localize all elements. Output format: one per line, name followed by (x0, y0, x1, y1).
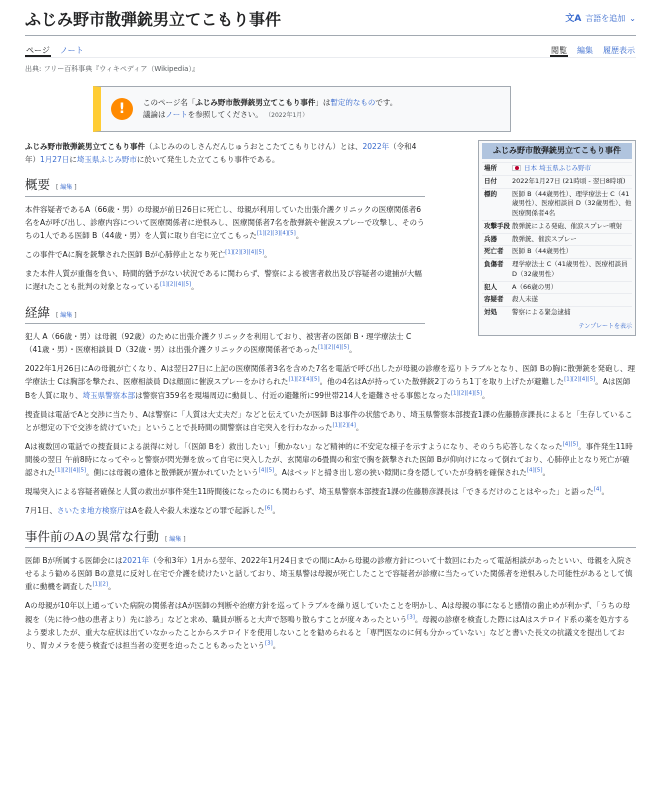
infobox-label: 犯人 (484, 282, 497, 291)
show-template-link[interactable]: テンプレートを表示 (578, 322, 632, 330)
reference-links[interactable]: [1][2][4][5] (450, 390, 482, 396)
infobox-location-text[interactable]: 日本 埼玉県ふじみ野市 (524, 164, 592, 172)
reference-links[interactable]: [1][2][4] (332, 422, 356, 429)
text: 。 (542, 468, 550, 478)
history-paragraph-6 (25, 504, 636, 517)
infobox-value-injured: 理学療法士 C（41歳男性）、医療相談員 D（32歳男性） (512, 260, 628, 278)
infobox-label: 負傷者 (484, 260, 504, 268)
text: 犯人 A（66歳・男）は母親（92歳）のために出張介護クリニックを利用しており、被害者の医師 B・理学療法士 C（41歳・男）・医療相談員 D（32歳・男）は出張介護クリニックの医療関係者であった (25, 332, 412, 355)
text: 。他の4名はAが持っていた散弾銃2丁のうち1丁を取り上げたが避難した (319, 377, 565, 387)
infobox-row (482, 245, 632, 258)
overview-paragraph-3 (25, 267, 425, 293)
notice-pre: このページ名「 (143, 98, 196, 107)
section-heading-overview (25, 176, 425, 197)
infobox-value-weapon: 散弾銃、催涙スプレー (512, 234, 577, 243)
intro-place-link[interactable]: 埼玉県ふじみ野市 (76, 155, 137, 165)
infobox-value-deaths: 医師 B（44歳男性） (512, 247, 573, 256)
infobox-row (482, 220, 632, 233)
intro-date-link[interactable]: 1月27日 (40, 155, 70, 165)
intro-bold: ふじみ野市散弾銃男立てこもり事件 (25, 142, 145, 151)
infobox-value-charge: 殺人未遂 (512, 295, 538, 304)
tab-history[interactable]: 履歴表示 (603, 46, 635, 55)
edit-section-overview[interactable]: [ 編集 ] (56, 184, 77, 192)
notice-text (143, 97, 397, 121)
intro-reading: （ふじみののしさんだんじゅうおとこたてこもりじけん）とは、 (145, 142, 363, 151)
intro-year-link[interactable]: 2022年 (362, 142, 390, 151)
reference-links[interactable]: [4] (593, 486, 602, 493)
section-title: 事件前のAの異常な行動 (25, 528, 160, 544)
reference-links[interactable]: [4][5] (258, 467, 275, 474)
reference-links[interactable]: [1][2][4][5] (288, 376, 320, 383)
notice-line2-pre: 議論は (143, 110, 166, 119)
text: 。Aは医師 Bを人質に取り、 (25, 377, 631, 400)
reference-links[interactable]: [3] (264, 640, 273, 647)
text: 2022年1月26日にAの母親が亡くなり、Aは翌日27日に上記の医療関係者3名を含めた7名を電話で呼び出したが母親の診療を巡りトラブルとなり、医師 Bの胸に散弾銃を発砲し、理学療法士 Cは胸部を撃たれ、医療相談員 Dは顔面に催涙スプレーをかけられた (25, 364, 635, 387)
text: 。 (295, 231, 304, 240)
prosecutors-office-link[interactable]: さいたま地方検察庁 (57, 506, 125, 516)
infobox-value-target: 医師 B（44歳男性）、理学療法士 C（41歳男性）、医療相談員 D（32歳男性）、他医療関係者4名 (512, 189, 632, 217)
abnormal-paragraph-2 (25, 599, 636, 652)
notice-page-name: ふじみ野市散弾銃男立てこもり事件 (195, 98, 316, 107)
saitama-police-link[interactable]: 埼玉県警察本部 (82, 390, 136, 400)
japan-flag-icon (512, 165, 521, 171)
infobox-label: 兵器 (484, 234, 497, 243)
history-paragraph-4 (25, 440, 636, 479)
notice-post: です。 (375, 98, 398, 107)
tab-talk[interactable]: ノート (59, 46, 84, 55)
reference-links[interactable]: [4][5] (526, 467, 543, 474)
edit-link[interactable]: 編集 (60, 311, 73, 319)
infobox-label: 標的 (484, 189, 497, 198)
text: 。 (349, 345, 357, 355)
title-row (25, 0, 636, 36)
history-paragraph-3 (25, 408, 636, 434)
text: 本件容疑者であるA（66歳・男）の母親が前日26日に死亡し、母親が利用していた出張介護クリニックの医療関係者6名をAが呼び出し、診療内容について医療関係者に逆恨みし、医療関係者7名を散弾銃や催涙スプレーで攻撃し、そのうちの1人である医師 B（44歳・男）を人質に取り自宅に立てこもった (25, 204, 425, 240)
infobox-value-attack: 散弾銃による発砲、催涙スプレー噴射 (512, 221, 623, 230)
infobox-row (482, 162, 632, 175)
text: 。 (482, 390, 490, 400)
intro-post: に於いて発生した立てこもり事件である。 (136, 155, 280, 165)
text: 7月1日、 (25, 506, 58, 516)
infobox-value-perpetrator: A（66歳の男） (512, 282, 558, 291)
language-icon: 文A (565, 14, 582, 25)
notice-date: （2022年1月） (265, 112, 309, 119)
reference-links[interactable]: [3] (407, 614, 415, 620)
text: 。 (272, 506, 280, 516)
section-title: 概要 (25, 177, 51, 193)
intro-era: （令和4年） (25, 142, 417, 165)
infobox-row (482, 188, 632, 220)
infobox-row (482, 175, 632, 188)
source-line: 出典: フリー百科事典『ウィキペディア（Wikipedia）』 (25, 65, 199, 73)
section-title: 経緯 (25, 304, 51, 320)
edit-link[interactable]: 編集 (169, 535, 182, 543)
year-2021-link[interactable]: 2021年 (122, 556, 150, 565)
text: 現場突入による容疑者確保と人質の救出が事件発生11時間後になったのにも関わらず、埼玉県警察本部捜査1課の佐藤勝彦課長は「できるだけのことはやった」と語った (25, 487, 594, 497)
reference-links[interactable]: [1][2][4][5] (160, 281, 192, 288)
text: 。 (272, 640, 281, 650)
reference-links[interactable]: [1][2][4][5] (564, 376, 596, 383)
reference-links[interactable]: [1][2][3][4][5] (256, 230, 296, 237)
text: 。 (191, 282, 199, 292)
text: はAを殺人や殺人未遂などの罪で起訴した (124, 506, 265, 516)
infobox-row (482, 293, 632, 306)
reference-links[interactable]: [1][2] (92, 581, 109, 588)
tab-page[interactable]: ページ (26, 46, 50, 55)
reference-links[interactable]: [6] (264, 505, 273, 512)
overview-paragraph-2 (25, 248, 425, 261)
warning-icon: ! (111, 98, 133, 120)
text: また本件人質が重傷を負い、時間的猶予がない状況であるに関わらず、警察による被害者救出及び容疑者の逮捕が大幅に遅れたことも批判の対象となっている (25, 269, 422, 292)
notice-tentative-link[interactable]: 暫定的なもの (330, 98, 376, 107)
reference-links[interactable]: [1][2][4][5] (55, 467, 87, 474)
tabs-row (25, 44, 636, 58)
infobox-label: 攻撃手段 (484, 221, 510, 230)
edit-section-abnormal[interactable]: [ 編集 ] (165, 535, 186, 543)
reference-links[interactable]: [4][5] (562, 441, 579, 448)
text: 。母親の診療を検査した際にはAはステロイド系の薬を処方するよう要求したが、重大な症状は出ていなかったことからステロイドを使用しないことを勧められると「専門医なのに何も分かっていない」などと書いた長文の抗議文を提出しており、胃カメラを使う検査では担当者の変更を迫ったこともあったという (25, 614, 630, 650)
infobox-label: 日付 (484, 176, 497, 185)
history-paragraph-5 (25, 485, 636, 498)
text: 。Aはベッドと掃き出し窓の狭い隙間に身を隠していたが身柄を確保された (274, 468, 527, 478)
infobox-label: 容疑者 (484, 295, 504, 304)
notice-line2-post: を参照してください。 (187, 110, 263, 119)
edit-section-history[interactable]: [ 編集 ] (56, 311, 77, 319)
intro-paragraph (25, 140, 425, 166)
text: Aは複数回の電話での捜査員による説得に対し「（医師 Bを）救出したい」「動かない」など精神的に不安定な様子を示すようになり、そのうち応答しなくなった (25, 441, 563, 451)
edit-link[interactable]: 編集 (60, 184, 73, 192)
infobox-value-response: 警察による緊急逮捕 (512, 308, 571, 316)
text: 。 (264, 250, 272, 260)
infobox-value-location[interactable] (512, 164, 632, 174)
infobox-value-date: 2022年1月27日 (21時頃 - 翌日8時頃) (512, 176, 626, 185)
text: この事件でAに胸を銃撃された医師 Bが心肺停止となり死亡 (25, 250, 226, 260)
page-title: ふじみ野市散弾銃男立てこもり事件 (25, 10, 282, 30)
infobox-row (482, 233, 632, 246)
infobox-title: ふじみ野市散弾銃男立てこもり事件 (482, 143, 632, 159)
notice-mid: 」は (315, 98, 331, 107)
section-heading-abnormal (25, 528, 636, 549)
text: 。 (108, 582, 116, 592)
tab-edit[interactable]: 編集 (577, 46, 593, 55)
infobox-label: 死亡者 (484, 247, 504, 256)
reference-links[interactable]: [1][2][3][4][5] (225, 249, 265, 256)
infobox-row (482, 258, 632, 281)
text: は警察官359名を現場周辺に動員し、付近の避難所に99世帯214人を避難させる事態となった (135, 390, 451, 400)
infobox-row (482, 306, 632, 319)
add-language-button[interactable] (565, 12, 636, 35)
infobox-row (482, 281, 632, 294)
text: 。側には母親の遺体と散弾銃が置かれていたという (86, 468, 259, 478)
notice-talk-link[interactable]: ノート (165, 110, 188, 119)
text: 。 (601, 487, 610, 497)
text: 。 (355, 422, 364, 432)
text: 捜査員は電話でAと交渉に当たり、Aは警察に「人質は大丈夫だ」などと伝えていたが医師 Bは事件の状態であり、埼玉県警察本部捜査1課の佐藤勝彦課長によると「生存していることが想定の下で交渉を続けていた」ということで長時間の間警察は自宅突入を行わなかった (25, 409, 633, 432)
text: 医師 Bが所属する医師会には (25, 556, 123, 565)
notice-box (93, 86, 511, 132)
tab-read[interactable]: 閲覧 (551, 46, 567, 55)
article-content (25, 140, 636, 652)
abnormal-paragraph-1 (25, 554, 636, 593)
reference-links[interactable]: [1][2][4][5] (317, 344, 350, 351)
section-heading-history (25, 304, 425, 325)
history-paragraph-2 (25, 362, 636, 401)
infobox-label: 対処 (484, 308, 497, 316)
add-language-label: 言語を追加 (585, 14, 626, 24)
intro-mid: に (69, 155, 77, 165)
text: Aの母親が10年以上通っていた病院の関係者はAが医師の判断や治療方針を巡ってトラブルを繰り返していたことを明かし、Aは母親の事になると感情の歯止めが利かず、「うちの母親を（先に待つ他の患者より）先に診ろ」などと求め、職員が断ると大声で怒鳴り散らすことが度々あったという (25, 601, 631, 624)
infobox-label: 場所 (484, 164, 497, 172)
text: 。事件発生11時間後の翌日 午前8時になってやっと警察が閃光弾を放って自宅に突入したが、玄関扉の6畳間の和室で胸を銃撃された医師 Bが仰向けになって倒れており、心肺停止となり死亡が確認された (25, 441, 633, 478)
chevron-down-icon: ⌄ (629, 14, 636, 24)
history-paragraph-1 (25, 330, 425, 356)
overview-paragraph-1 (25, 203, 425, 242)
text: （令和3年）1月から翌年、2022年1月24日までの間にAから母親の診療方針について十数回にわたって電話相談があったといい、母親を入院させるよう勧める医師 Bの意見に反対し在宅で介護を続けたいと話しており、埼玉県警は母親が死亡したことで容疑者が診療に当たっていた関係者を逆恨みした可能性があるとして慎重に動機を調査した (25, 556, 633, 592)
infobox (478, 140, 636, 336)
